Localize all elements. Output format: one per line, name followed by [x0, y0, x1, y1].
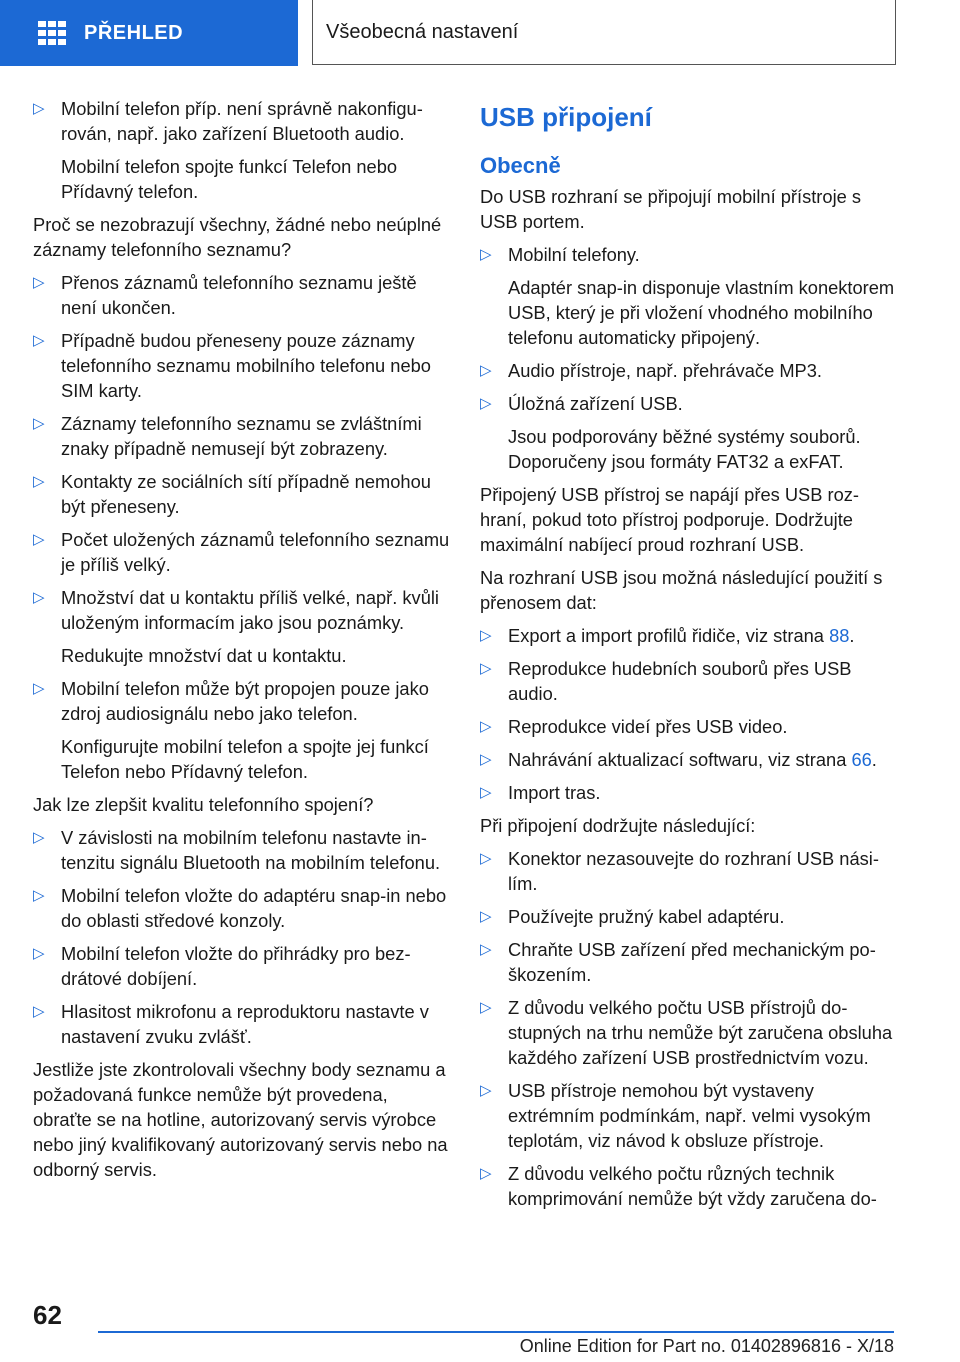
section-tab[interactable] [312, 0, 896, 65]
list-item: ▷ Nahrávání aktualizací softwaru, viz strana 66. [480, 749, 877, 770]
right-column [480, 96, 898, 1219]
triangle-bullet-icon: ▷ [480, 751, 492, 768]
page-link-66[interactable]: 66 [851, 749, 872, 770]
triangle-bullet-icon: ▷ [480, 850, 492, 867]
edition-note: Online Edition for Part no. 01402896816 - X/18 [519, 1336, 894, 1356]
triangle-bullet-icon: ▷ [480, 627, 492, 644]
list-item: ▷ Mobilní telefon příp. není správně nakonfigurován, např. jako zařízení Bluetooth audio. Mobilní telefon spojte funkcí Telefon nebo Přídavný telefon. [33, 98, 423, 202]
list-item: ▷ Mobilní telefony. Adaptér snap-in disponuje vlastním konektorem USB, který je při vložení vhodného mobilního telefonu automaticky připojený. [480, 244, 895, 348]
triangle-bullet-icon: ▷ [480, 362, 492, 379]
triangle-bullet-icon: ▷ [480, 718, 492, 735]
triangle-bullet-icon: ▷ [33, 589, 45, 606]
list-item: ▷ Export a import profilů řidiče, viz strana 88. [480, 625, 855, 646]
triangle-bullet-icon: ▷ [33, 274, 45, 291]
list-item: ▷ Chraňte USB zařízení před mechanickým poškozením. [480, 939, 876, 985]
list-item: ▷ V závislosti na mobilním telefonu nastavte intenzitu signálu Bluetooth na mobilním telefonu. [33, 827, 441, 873]
triangle-bullet-icon: ▷ [480, 395, 492, 412]
paragraph: Jestliže jste zkontrolovali všechny body seznamu a požadovaná funkce nemůže být provedena, obraťte se na hotline, autorizovaný servis výrobce nebo jiný kvalifikovaný autorizovaný servis nebo na odborný servis. [33, 1059, 448, 1180]
list-item: ▷ Záznamy telefonního seznamu se zvláštními znaky případně nemusejí být zobrazeny. [33, 413, 422, 459]
grid-icon [38, 21, 66, 45]
paragraph: Jak lze zlepšit kvalitu telefonního spojení? [33, 794, 374, 815]
list-item: ▷ Hlasitost mikrofonu a reproduktoru nastavte v nastavení zvuku zvlášť. [33, 1001, 429, 1047]
triangle-bullet-icon: ▷ [33, 415, 45, 432]
triangle-bullet-icon: ▷ [33, 829, 45, 846]
paragraph: Proč se nezobrazují všechny, žádné nebo neúplné záznamy telefonního seznamu? [33, 214, 442, 260]
section-tab-label: Všeobecná nastavení [326, 20, 519, 43]
triangle-bullet-icon: ▷ [480, 660, 492, 677]
list-item: ▷ Množství dat u kontaktu příliš velké, např. kvůli uloženým informacím jako jsou poznámky. Redukujte množství dat u kontaktu. [33, 587, 439, 666]
list-item: ▷ Případně budou přeneseny pouze záznamy telefonního seznamu mobilního telefonu nebo SIM karty. [33, 330, 431, 401]
triangle-bullet-icon: ▷ [33, 100, 45, 117]
list-item: ▷ Přenos záznamů telefonního seznamu ještě není ukončen. [33, 272, 417, 318]
list-item: ▷ Počet uložených záznamů telefonního seznamu je příliš velký. [33, 529, 450, 575]
triangle-bullet-icon: ▷ [480, 941, 492, 958]
triangle-bullet-icon: ▷ [33, 1003, 45, 1020]
list-item: ▷ Reprodukce hudebních souborů přes USB audio. [480, 658, 852, 704]
list-item: ▷ Používejte pružný kabel adaptéru. [480, 906, 785, 927]
triangle-bullet-icon: ▷ [480, 1165, 492, 1182]
overview-tab[interactable] [0, 0, 298, 66]
triangle-bullet-icon: ▷ [33, 945, 45, 962]
overview-tab-label: PŘEHLED [84, 21, 184, 44]
list-item: ▷ Audio přístroje, např. přehrávače MP3. [480, 360, 822, 381]
triangle-bullet-icon: ▷ [480, 246, 492, 263]
list-item: ▷ Úložná zařízení USB. Jsou podporovány běžné systémy souborů. Doporučeny jsou formáty FAT32 a exFAT. [480, 393, 861, 472]
triangle-bullet-icon: ▷ [480, 908, 492, 925]
paragraph: Do USB rozhraní se připojují mobilní přístroje s USB portem. [480, 186, 862, 232]
paragraph: Při připojení dodržujte následující: [480, 815, 756, 836]
list-item: ▷ Z důvodu velkého počtu různých technik komprimování nemůže být vždy zaručena do- [480, 1163, 877, 1209]
triangle-bullet-icon: ▷ [33, 531, 45, 548]
triangle-bullet-icon: ▷ [480, 1082, 492, 1099]
list-item: ▷ Mobilní telefon vložte do přihrádky pro bezdrátové dobíjení. [33, 943, 411, 989]
paragraph: Na rozhraní USB jsou možná následující použití s přenosem dat: [480, 567, 883, 613]
page-header [0, 0, 960, 66]
triangle-bullet-icon: ▷ [480, 784, 492, 801]
paragraph: Připojený USB přístroj se napájí přes USB rozhraní, pokud toto přístroj podporuje. Dodržujte maximální nabíjecí proud rozhraní USB. [480, 484, 859, 555]
list-item: ▷ Mobilní telefon může být propojen pouze jako zdroj audiosignálu nebo jako telefon. Konfigurujte mobilní telefon a spojte jej funkcí Telefon nebo Přídavný telefon. [33, 678, 429, 782]
list-item: ▷ Import tras. [480, 782, 601, 803]
triangle-bullet-icon: ▷ [33, 473, 45, 490]
left-column [33, 96, 451, 1190]
subsection-heading: Obecně [480, 153, 561, 178]
triangle-bullet-icon: ▷ [33, 332, 45, 349]
list-item: ▷ Z důvodu velkého počtu USB přístrojů dostupných na trhu nemůže být zaručena obsluha každého zařízení USB prostřednictvím vozu. [480, 997, 893, 1068]
list-item: ▷ USB přístroje nemohou být vystaveny extrémním podmínkám, např. velmi vysokým teplotám, viz návod k obsluze přístroje. [480, 1080, 871, 1151]
page-link-88[interactable]: 88 [829, 625, 850, 646]
list-item: ▷ Reprodukce videí přes USB video. [480, 716, 788, 737]
list-item: ▷ Kontakty ze sociálních sítí případně nemohou být přeneseny. [33, 471, 431, 517]
page-number: 62 [33, 1300, 62, 1330]
footer-divider [98, 1331, 894, 1333]
list-item: ▷ Konektor nezasouvejte do rozhraní USB násilím. [480, 848, 879, 894]
section-heading: USB připojení [480, 102, 652, 132]
triangle-bullet-icon: ▷ [33, 680, 45, 697]
triangle-bullet-icon: ▷ [480, 999, 492, 1016]
list-item: ▷ Mobilní telefon vložte do adaptéru snap-in nebo do oblasti středové konzoly. [33, 885, 447, 931]
triangle-bullet-icon: ▷ [33, 887, 45, 904]
